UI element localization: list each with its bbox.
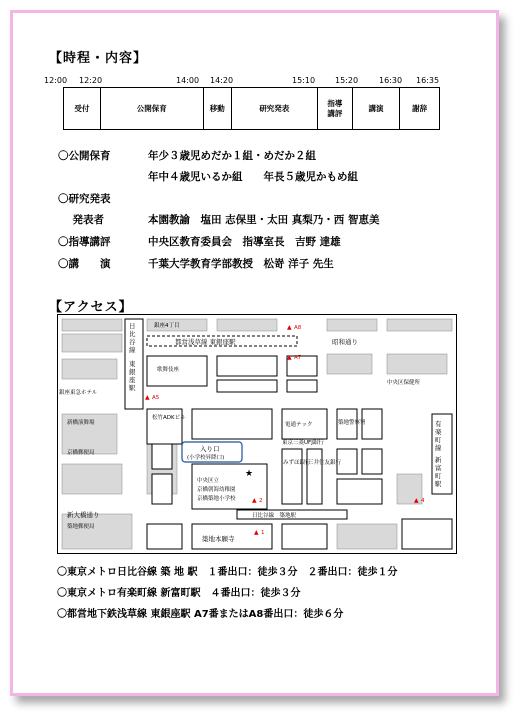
detail-body: 千葉大学教育学部教授 松嵜 洋子 先生: [148, 258, 334, 270]
schedule-block: 受付: [64, 88, 101, 129]
yurakucho-char: 駅: [435, 480, 442, 488]
chuo-kaikan-label: 中央区保健所: [387, 380, 421, 386]
map-block: [147, 524, 182, 549]
higashi-ginza-char: 東: [129, 360, 136, 368]
exit-a7-icon: ▲: [287, 354, 292, 361]
matsutake-label: 松竹ADKビル: [152, 415, 186, 421]
exit-a8-label: A8: [294, 325, 302, 331]
exit-a5-label: A5: [152, 395, 160, 401]
kabukiza-label: 歌舞伎座: [157, 367, 180, 373]
school-label-2: 京橋朝海幼稚園: [197, 487, 236, 493]
schedule-block: 公開保育: [101, 88, 204, 129]
exit-1-label: 1: [261, 530, 265, 536]
showa-dori-label: 昭和通り: [332, 338, 358, 346]
time-label: 14:20: [210, 76, 234, 85]
hibiya-line-char: 日: [129, 322, 136, 330]
time-label: 14:00: [176, 76, 200, 85]
higashi-ginza-char: 駅: [129, 384, 136, 392]
map-block: [62, 514, 132, 549]
access-note: 〇東京メトロ日比谷線 築 地 駅 １番出口：徒歩３分 ２番出口：徒歩１分: [57, 567, 398, 578]
time-label: 12:20: [79, 76, 103, 85]
access-note: 〇都営地下鉄浅草線 東銀座駅 A7番またはA8番出口：徒歩６分: [57, 609, 344, 620]
schedule-block: 謝辞: [412, 103, 428, 113]
hotel-label: 銀座東急ホテル: [59, 390, 98, 396]
exit-2-icon: ▲: [252, 497, 257, 504]
schedule-block: 講演: [353, 88, 401, 129]
tsukiji-sho-label: 築地警察署: [338, 420, 366, 426]
detail-body: 年中４歳児いるか組 年長５歳児かもめ組: [148, 171, 358, 183]
detail-head: 〇研究発表: [58, 193, 111, 205]
map-block: [217, 380, 277, 392]
yurakucho-char: 線: [435, 444, 442, 452]
ginza4-label: 銀座4丁目: [154, 323, 180, 329]
map-block: [327, 319, 377, 331]
detail-head: 〇公開保育: [58, 150, 111, 162]
yurakucho-char: 楽: [435, 428, 442, 436]
access-map: [57, 314, 457, 554]
map-block: [362, 449, 382, 474]
yurakucho-char: 町: [435, 472, 442, 480]
map-block: [152, 444, 172, 469]
map-block: [387, 319, 452, 331]
exit-a5-icon: ▲: [145, 394, 150, 401]
schedule-block: 移動: [204, 88, 232, 129]
time-label: 12:00: [44, 76, 68, 85]
map-block: [337, 524, 397, 549]
map-block: [327, 354, 372, 374]
map-block: [337, 479, 382, 504]
map-block: [402, 519, 452, 549]
hibiya-line-char: 比: [129, 330, 136, 338]
time-label: 15:20: [335, 76, 359, 85]
higashi-ginza-char: 銀: [129, 368, 136, 376]
map-block: [387, 354, 447, 374]
schedule-block: 研究発表: [232, 88, 318, 129]
detail-head: 発表者: [62, 214, 104, 226]
yurakucho-char: 有: [435, 420, 442, 428]
exit-1-icon: ▲: [254, 529, 259, 536]
tsukiji-station-label: 日比谷線 築地駅: [252, 513, 297, 519]
map-block: [282, 524, 327, 549]
kyobashi-po-label: 京橋郵便局: [67, 450, 95, 456]
map-block: [62, 359, 117, 379]
tsukiji-po-label: 築地郵便局: [67, 524, 95, 530]
map-block: [192, 409, 272, 439]
map-block: [287, 380, 317, 392]
schedule-block: 指導 講評: [318, 88, 353, 129]
map-block: [217, 356, 277, 376]
map-block: [282, 449, 302, 504]
access-heading: 【アクセス】: [49, 300, 133, 315]
time-label: 16:30: [379, 76, 403, 85]
exit-a7-label: A7: [294, 355, 302, 361]
exit-4-label: 4: [421, 498, 425, 504]
yurakucho-char: 新: [435, 456, 442, 464]
school-label-3: 京橋築地小学校: [197, 496, 236, 502]
dentsu-label: 電通テック: [285, 422, 313, 428]
entrance-sub-label: (小学校昇降口): [187, 455, 225, 461]
map-block: [62, 319, 122, 331]
map-block: [152, 474, 172, 504]
exit-4-icon: ▲: [414, 497, 419, 504]
detail-head: 〇指導講評: [58, 236, 111, 248]
higashi-ginza-char: 座: [129, 376, 136, 384]
access-note: 〇東京メトロ有楽町線 新富町駅 ４番出口：徒歩３分: [57, 588, 301, 599]
map-block: [62, 334, 122, 352]
hibiya-line-char: 谷: [129, 338, 136, 346]
shinbashi-label: 新橋演舞場: [67, 420, 95, 426]
mizuho-label: みずほ銀行: [283, 460, 311, 466]
detail-body: 中央区教育委員会 指導室長 吉野 達雄: [148, 236, 341, 248]
honganji-label: 築地本願寺: [202, 535, 235, 543]
yurakucho-char: 町: [435, 436, 442, 444]
map-block: [307, 449, 322, 504]
exit-2-label: 2: [259, 498, 263, 504]
entrance-star-icon: ★: [245, 469, 254, 479]
shin-ohashi-label: 新大橋通り: [67, 511, 100, 519]
detail-body: 年少３歳児めだか１組・めだか２組: [148, 150, 316, 162]
mitsui-label: 三井住友銀行: [308, 460, 342, 466]
asakusa-line-label: 都営浅草線 東銀座駅: [175, 338, 236, 346]
schedule-table: [63, 87, 440, 130]
time-label: 16:35: [416, 76, 440, 85]
map-block: [62, 464, 122, 494]
time-label: 15:10: [292, 76, 316, 85]
entrance-label: 入り口: [200, 445, 220, 453]
exit-a8-icon: ▲: [287, 324, 292, 331]
school-label-1: 中央区立: [197, 478, 220, 484]
yurakucho-char: 富: [435, 464, 442, 472]
detail-body: 本園教諭 塩田 志保里・太田 真梨乃・西 智恵美: [148, 214, 380, 226]
tokyo-ufj-label: 東京三菱UFJ銀行: [282, 440, 324, 446]
hibiya-line-char: 線: [129, 346, 136, 354]
map-block: [217, 319, 277, 331]
schedule-heading: 【時程・内容】: [49, 51, 148, 66]
detail-head: 〇講 演: [58, 258, 111, 270]
